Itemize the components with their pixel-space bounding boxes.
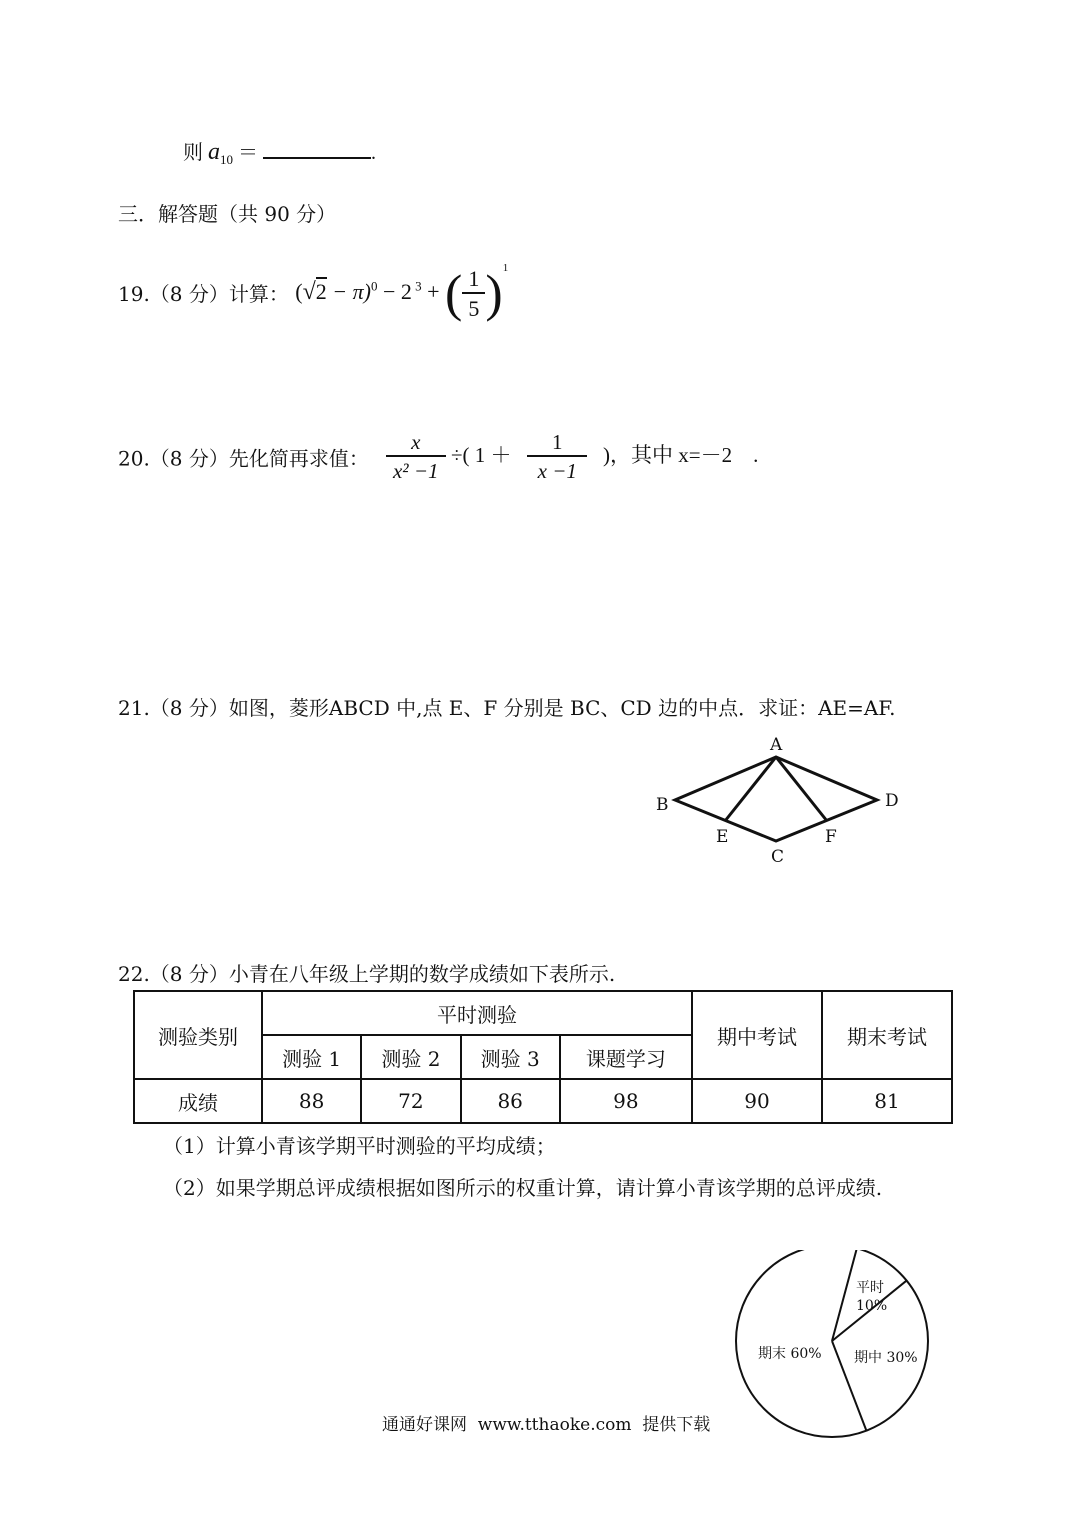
q19-exp3: 3 [411,278,422,294]
q19-label: 19.（8 分）计算： [118,282,289,307]
q20-frac1-num: x [411,430,421,454]
q20 [118,430,758,484]
q18-answer-line [183,136,376,168]
q19-sqrt-num: 2 [315,279,327,304]
q18-prefix: 则 [183,142,203,164]
label-b: B [656,795,669,815]
q19-frac-den: 5 [462,292,485,322]
label-c: C [771,847,785,867]
q22-sub1: （1）计算小青该学期平时测验的平均成绩； [163,1134,556,1158]
q20-frac2 [527,430,587,484]
q19-expression [295,262,509,323]
q18-sub: 10 [220,152,233,167]
q20-op: ÷( 1 ＋ [451,442,512,467]
sub-header-4: 课题学习 [560,1035,692,1079]
score-table [133,990,953,1124]
group-header: 平时测验 [262,991,692,1035]
sub-header-3: 测验 3 [461,1035,560,1079]
q20-frac2-num: 1 [552,430,563,454]
q18-equals: ＝ [238,142,258,164]
q18-var: a [208,139,220,165]
midterm-header: 期中考试 [692,991,822,1079]
q20-end: . [753,442,759,467]
label-d: D [885,791,899,811]
pie-edge-ping-start [832,1250,857,1341]
q18-blank[interactable] [263,139,371,159]
q19-exp0: 0 [370,278,378,294]
section-title: 三．解答题（共 90 分） [118,202,337,226]
score-cell: 72 [361,1079,460,1123]
score-cell: 88 [262,1079,361,1123]
footer: 通通好课网 www.tthaoke.com 提供下载 [382,1415,711,1435]
pie-label-final: 期末 60% [758,1346,822,1362]
sub-header-1: 测验 1 [262,1035,361,1079]
q19-open-paren: ( [295,279,303,304]
rhombus-figure [650,730,910,870]
rhombus-abcd [675,757,877,841]
q21-text: 21.（8 分）如图，菱形ABCD 中,点 E、F 分别是 BC、CD 边的中点．求证：AE=AF. [118,696,896,720]
q20-expression [375,430,759,483]
label-a: A [770,735,783,755]
score-label: 成绩 [134,1079,262,1123]
pie-label-ping-a: 平时 [856,1280,884,1296]
weight-pie-chart [730,1250,940,1440]
label-f: F [825,827,837,847]
q22-text: 22.（8 分）小青在八年级上学期的数学成绩如下表所示. [118,962,616,986]
sqrt-icon: √ [302,279,316,305]
q19-exp-outer: 1 [502,262,509,274]
pie-label-ping-b: 10% [856,1298,888,1314]
pie-label-mid: 期中 30% [854,1350,918,1366]
q20-frac1 [386,430,446,484]
final-header: 期末考试 [822,991,952,1079]
score-cell: 86 [461,1079,560,1123]
q19-fraction [462,266,485,322]
q19-big-paren-left: ( [445,265,463,323]
q19-frac-num: 1 [468,265,480,291]
q19-big-paren-right: ) [485,265,503,323]
q22-sub2: （2）如果学期总评成绩根据如图所示的权重计算，请计算小青该学期的总评成绩. [163,1176,883,1200]
row-header: 测验类别 [134,991,262,1079]
sub-header-2: 测验 2 [361,1035,460,1079]
q20-frac2-den: x −1 [527,455,587,484]
q20-label: 20.（8 分）先化简再求值： [118,446,369,471]
q19-minus2: − 2 [377,279,412,304]
q19 [118,262,508,323]
score-cell: 98 [560,1079,692,1123]
score-cell: 90 [692,1079,822,1123]
q18-end: . [371,142,376,164]
q20-frac1-den: x² −1 [386,455,446,484]
q19-plus: + [421,279,440,304]
q19-minus-pi: − π) [326,279,371,304]
label-e: E [716,827,729,847]
score-cell: 81 [822,1079,952,1123]
q20-tail: )，其中 x=－2 [603,442,733,467]
